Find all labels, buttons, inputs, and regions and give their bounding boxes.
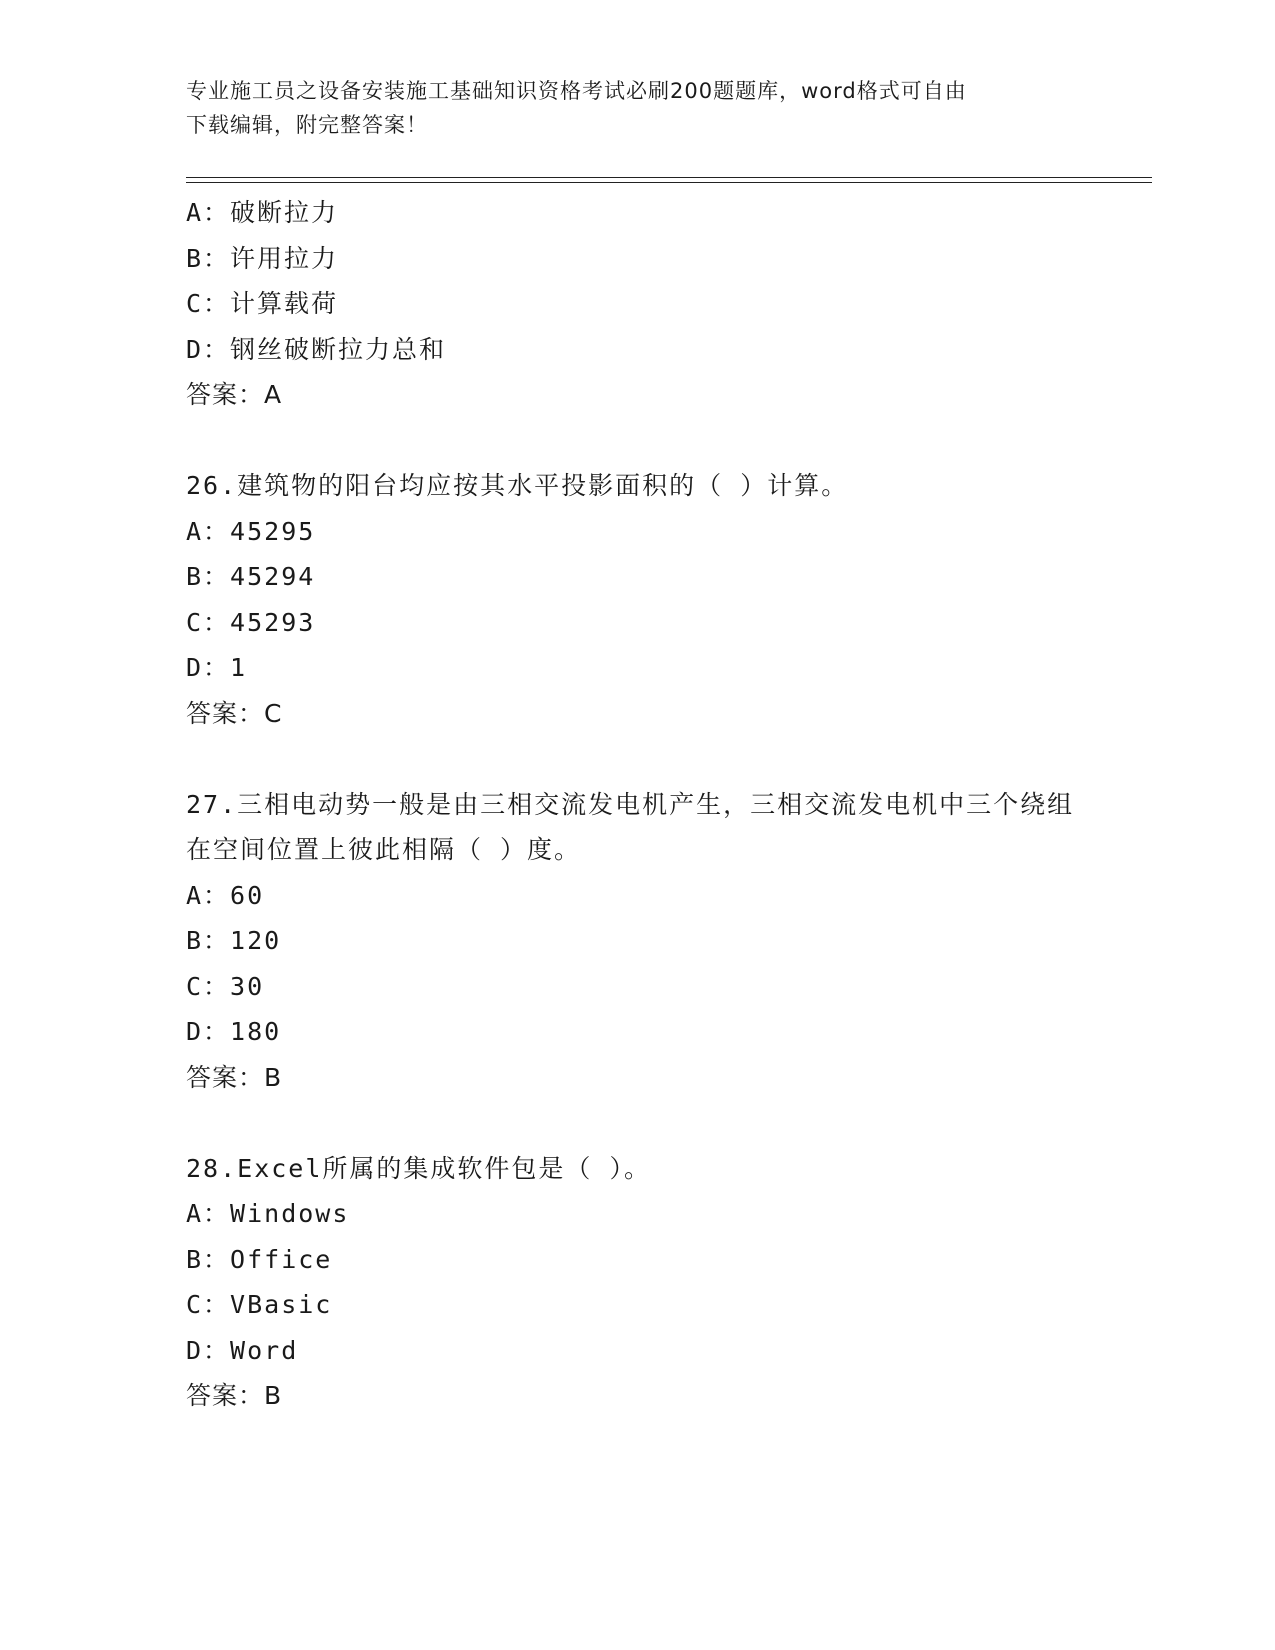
- document-header: [186, 74, 1086, 142]
- option-c: C：计算载荷: [186, 289, 339, 318]
- option-a: A：60: [186, 880, 265, 910]
- answer-line: 答案：A: [186, 380, 283, 409]
- question-text: 27.三相电动势一般是由三相交流发电机产生，三相交流发电机中三个绕组在空间位置上彼此相隔（ ）度。: [186, 789, 1075, 864]
- option-a: A：45295: [186, 516, 316, 546]
- option-d: D：1: [186, 653, 248, 682]
- option-d: D：180: [186, 1017, 282, 1046]
- option-b: B：Office: [186, 1244, 333, 1274]
- option-a: A：Windows: [186, 1199, 350, 1228]
- option-b: B：45294: [186, 562, 316, 591]
- header-title-line2: 下载编辑，附完整答案！: [186, 113, 428, 137]
- option-b: B：120: [186, 926, 282, 955]
- answer-line: 答案：B: [186, 1062, 283, 1092]
- option-b: B：许用拉力: [186, 243, 339, 273]
- answer-line: 答案：B: [186, 1381, 283, 1410]
- option-d: D：钢丝破断拉力总和: [186, 334, 447, 364]
- header-divider-top: [186, 177, 1152, 178]
- spacer: [186, 736, 1146, 782]
- question-block-26: [186, 463, 1146, 736]
- option-c: C：VBasic: [186, 1290, 333, 1319]
- header-title-line1: 专业施工员之设备安装施工基础知识资格考试必刷200题题库，word格式可自由: [186, 79, 967, 103]
- question-block-27: [186, 782, 1146, 1101]
- option-a: A：破断拉力: [186, 198, 339, 227]
- question-text: 28.Excel所属的集成软件包是（ ）。: [186, 1153, 651, 1183]
- spacer: [186, 1100, 1146, 1146]
- option-c: C：45293: [186, 607, 316, 637]
- question-block-25: [186, 190, 1146, 418]
- option-c: C：30: [186, 971, 265, 1001]
- question-list: [186, 190, 1146, 1419]
- option-d: D：Word: [186, 1335, 299, 1365]
- question-block-28: [186, 1146, 1146, 1419]
- question-text: 26.建筑物的阳台均应按其水平投影面积的（ ）计算。: [186, 471, 849, 500]
- answer-line: 答案：C: [186, 698, 283, 728]
- spacer: [186, 418, 1146, 464]
- header-divider-bottom: [186, 182, 1152, 183]
